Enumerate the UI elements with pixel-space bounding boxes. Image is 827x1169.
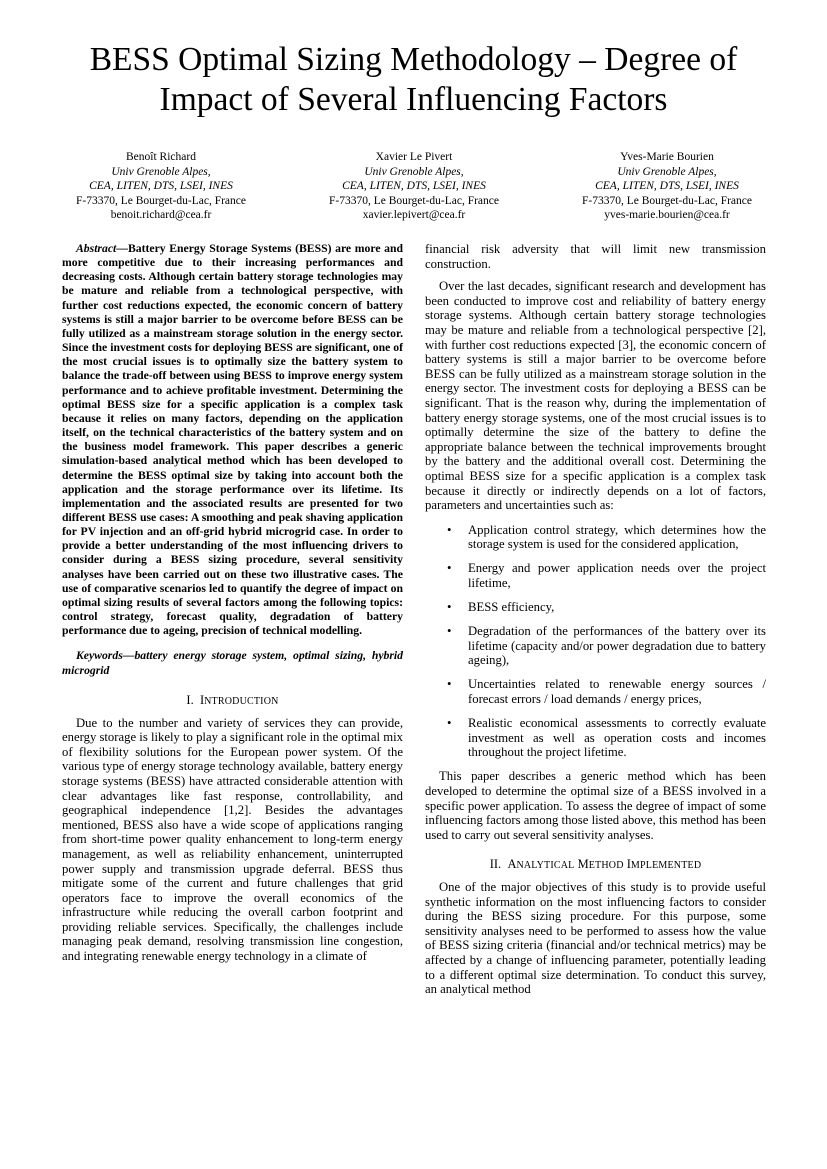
intro-paragraph-3: This paper describes a generic method which has been developed to determine the optimal size of a BESS involved in a specific power application. To assess the degree of impact of some influencing factors among those listed above, this method has been used to carry out several sensitivity analyses. <box>425 769 766 842</box>
author-email: yves-marie.bourien@cea.fr <box>604 209 730 221</box>
list-item-text: Energy and power application needs over the project lifetime, <box>468 561 766 590</box>
keywords <box>62 649 403 678</box>
factor-list <box>425 523 766 760</box>
section-initial: I <box>626 857 631 872</box>
list-item <box>425 523 766 552</box>
author-address: F-73370, Le Bourget-du-Lac, France <box>75 194 246 207</box>
list-item <box>425 600 766 615</box>
paper-title: BESS Optimal Sizing Methodology – Degree of Impact of Several Influencing Factors <box>89 41 738 118</box>
list-item-text: Application control strategy, which determines how the storage system is used for the considered application, <box>468 522 766 552</box>
bullet-icon: • <box>447 624 452 639</box>
author-affiliation: Univ Grenoble Alpes, <box>364 165 464 178</box>
section-number: I. <box>186 692 194 707</box>
bullet-icon: • <box>447 716 452 731</box>
section-initial: I <box>199 692 205 707</box>
abstract-label: Abstract <box>76 242 117 255</box>
author-email: xavier.lepivert@cea.fr <box>362 209 466 221</box>
keywords-text: —battery energy storage system, optimal sizing, hybrid microgrid <box>62 649 403 677</box>
author-block-1 <box>46 150 276 223</box>
author-email: benoit.richard@cea.fr <box>110 209 212 221</box>
author-affiliation: Univ Grenoble Alpes, <box>111 165 211 178</box>
bullet-icon: • <box>447 522 452 537</box>
keywords-label: Keywords <box>76 649 123 663</box>
section-initial: A <box>507 857 517 872</box>
section-title-rest: MPLEMENTED <box>630 860 702 872</box>
list-item <box>425 716 766 760</box>
author-affiliation-dept: CEA, LITEN, DTS, LSEI, INES <box>595 180 739 192</box>
method-paragraph-1: One of the major objectives of this study is to provide useful synthetic information on the most influencing factors to consider during the BESS sizing procedure. For this purpose, some sensitivity analyses need to be performed to assess how the value of BESS sizing criteria (financial and/or technical metrics) may be affected by a change of influencing parameter, potentially leading to a different optimal size determination. To conduct this survey, an analytical method <box>425 879 766 997</box>
abstract-text: —Battery Energy Storage Systems (BESS) are more and more competitive due to their increasing performances and decreasing costs. Although certain battery storage technologies may be mature and reliable from a technological perspective, with further cost reductions expected, the economic concern of battery systems is still a major barrier to be overcome before BESS can be fully utilized as a mainstream storage solution in the energy sector. Since the investment costs for deploying BESS are significant, one of the most crucial issues is to optimally size the battery system to balance the trade-off between using BESS to improve energy system performance and to achieve profitable investment. Determining the optimal BESS size for a specific application is a complex task because it relies on many factors, depending on the application itself, on the technical characteristics of the battery system and on the business model framework. This paper describes a generic simulation-based analytical method which has been developed to determine the BESS optimal size by taking into account both the application and the storage performance over its lifetime. Its implementation and the associated results are presented for two different BESS use cases: A smoothing and peak shaving application for PV injection and an off-grid hybrid microgrid case. In order to provide a better understanding of the most influencing drivers to consider during a BESS sizing procedure, several sensitivity analyses have been carried out on these two illustrative cases. The use of comparative scenarios led to quantify the degree of impact on optimal sizing results of several factors among the following topics: control strategy, forecast quality, degradation of battery performance due to ageing, precision of technical modelling. <box>62 242 403 638</box>
section-heading-introduction <box>62 693 403 710</box>
author-affiliation-dept: CEA, LITEN, DTS, LSEI, INES <box>89 180 233 192</box>
bullet-icon: • <box>447 677 452 692</box>
list-item-text: Degradation of the performances of the battery over its lifetime (capacity and/or power degradation due to battery ageing), <box>468 624 766 668</box>
list-item <box>425 561 766 590</box>
author-address: F-73370, Le Bourget-du-Lac, France <box>328 194 499 207</box>
section-title-rest: NALYTICAL <box>516 860 575 872</box>
author-block-3 <box>552 150 782 223</box>
author-name: Xavier Le Pivert <box>375 151 453 163</box>
left-column <box>62 242 403 964</box>
author-address: F-73370, Le Bourget-du-Lac, France <box>581 194 752 207</box>
author-name: Benoît Richard <box>126 151 196 163</box>
section-title-rest: NTRODUCTION <box>204 695 279 707</box>
section-number: II. <box>489 857 502 872</box>
author-affiliation: Univ Grenoble Alpes, <box>617 165 717 178</box>
intro-paragraph-1-continued: financial risk adversity that will limit new transmission construction. <box>425 242 766 271</box>
bullet-icon: • <box>447 561 452 576</box>
list-item-text: Realistic economical assessments to correctly evaluate investment as well as operation costs and incomes throughout the project lifetime. <box>468 716 766 760</box>
intro-paragraph-2: Over the last decades, significant research and development has been conducted to improve cost and reliability of battery energy storage systems. Although certain battery storage technologies may be mature and reliable from a technological perspective [2], with further cost reductions expected [3], the economic concern of battery systems is still a major barrier to be overcome before BESS can be fully utilized as a mainstream storage solution in the energy sector. The investment costs for deploying a BESS can be significant. That is the reason why, during the implementation of battery energy storage systems, one of the most crucial issues is to optimally determine the size of the battery to define the appropriate balance between the technical improvements brought by the battery and the additional overall cost. Determining the optimal BESS size for a specific application is a complex task because it directly or indirectly depends on a lot of factors, parameters and uncertainties such as: <box>425 279 766 513</box>
section-heading-method <box>425 857 766 874</box>
list-item <box>425 624 766 668</box>
bullet-icon: • <box>447 600 452 615</box>
list-item-text: BESS efficiency, <box>468 600 555 615</box>
section-initial: M <box>577 857 589 872</box>
author-affiliation-dept: CEA, LITEN, DTS, LSEI, INES <box>342 180 486 192</box>
list-item-text: Uncertainties related to renewable energy sources / forecast errors / load demands / energy prices, <box>468 677 766 707</box>
author-block-2 <box>299 150 529 223</box>
author-name: Yves-Marie Bourien <box>620 151 714 163</box>
abstract <box>62 242 403 638</box>
intro-paragraph-1: Due to the number and variety of services they can provide, energy storage is likely to play a significant role in the optimal mix of flexibility solutions for the European power system. Of the various type of energy storage technology available, battery energy storage systems (BESS) have attracted considerable attention with clear advantages like fast response, controllability, and geographical independence [1,2]. Besides the advantages mentioned, BESS also have a wide scope of applications ranging from short-time power quality enhancement to long-term energy management, as well as reliability enhancement, uninterrupted power supply and transmission upgrade deferral. BESS thus mitigate some of the current and future challenges that grid operators face to improve the overall economics of the infrastructure while reducing the overall carbon footprint and providing reliable services. Specifically, the challenges include managing peak demand, resolving transmission line congestion, and integrating renewable energy technology in a climate of <box>62 715 403 964</box>
list-item <box>425 677 766 706</box>
section-title-rest: ETHOD <box>588 860 624 872</box>
right-column <box>425 242 766 997</box>
